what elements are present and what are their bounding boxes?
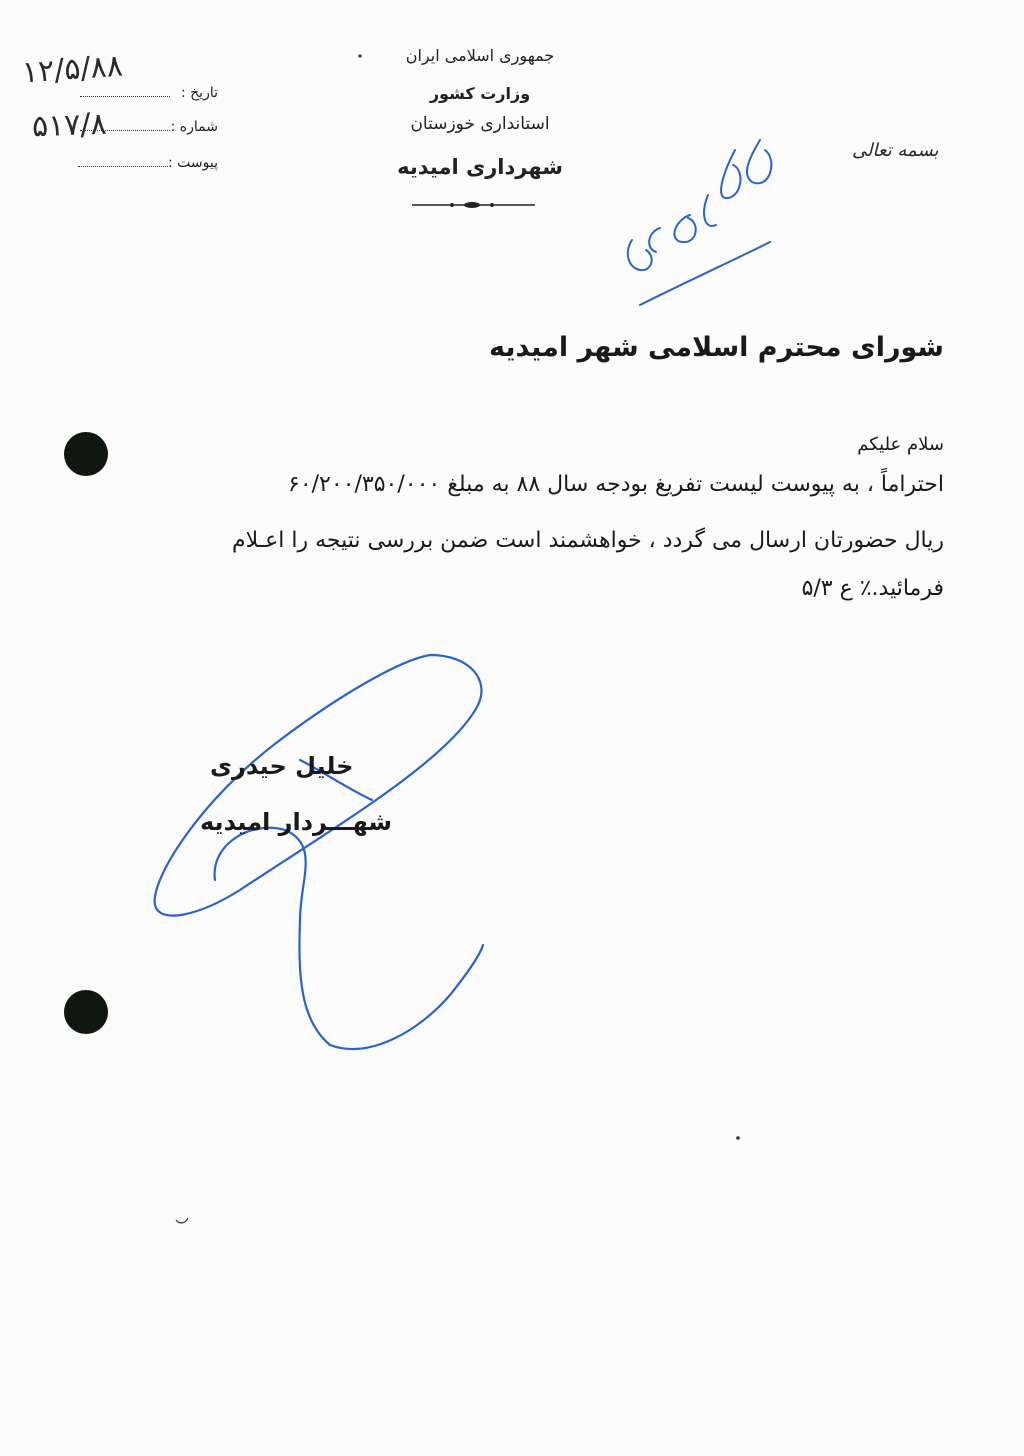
letterhead-country: جمهوری اسلامی ایران <box>405 46 555 65</box>
referral-annotation <box>628 140 772 305</box>
attachment-field <box>58 154 218 171</box>
greeting-text: سلام علیکم <box>857 434 944 455</box>
body-line-1: احتراماً ، به پیوست لیست تفریغ بودجه سال ۸۸ به مبلغ ۶۰/۲۰۰/۳۵۰/۰۰۰ <box>288 472 944 497</box>
number-label: شماره : <box>170 119 218 135</box>
body-line-2: ریال حضورتان ارسال می گردد ، خواهشمند است ضمن بررسی نتیجه را اعـلام <box>231 528 944 553</box>
attachment-dotted-line <box>78 154 168 167</box>
signature-scribble <box>155 655 483 1049</box>
handwritten-date: ۱۲/۵/۸۸ <box>20 48 124 91</box>
punch-hole-top <box>64 432 108 476</box>
invocation-text: بسمه تعالی <box>852 140 939 161</box>
letterhead-divider <box>412 202 535 208</box>
addressee-heading: شورای محترم اسلامی شهر امیدیه <box>488 332 944 363</box>
punch-hole-bottom <box>64 990 108 1034</box>
date-label: تاریخ : <box>180 85 218 101</box>
signatory-name: خلیل حیدری <box>210 752 354 780</box>
letterhead-province: استانداری خوزستان <box>410 114 550 134</box>
date-field <box>58 84 218 101</box>
date-dotted-line <box>80 84 170 97</box>
attachment-label: پیوست : <box>168 155 218 171</box>
letterhead-ministry: وزارت کشور <box>429 84 531 103</box>
body-line-3: فرمائید.٪ ع ۵/۳ <box>801 576 944 601</box>
handwritten-number: ۵۱۷/۸ <box>31 106 108 145</box>
signatory-title: شهـــردار امیدیه <box>200 808 393 836</box>
letterhead-organization: شهرداری امیدیه <box>397 155 563 179</box>
